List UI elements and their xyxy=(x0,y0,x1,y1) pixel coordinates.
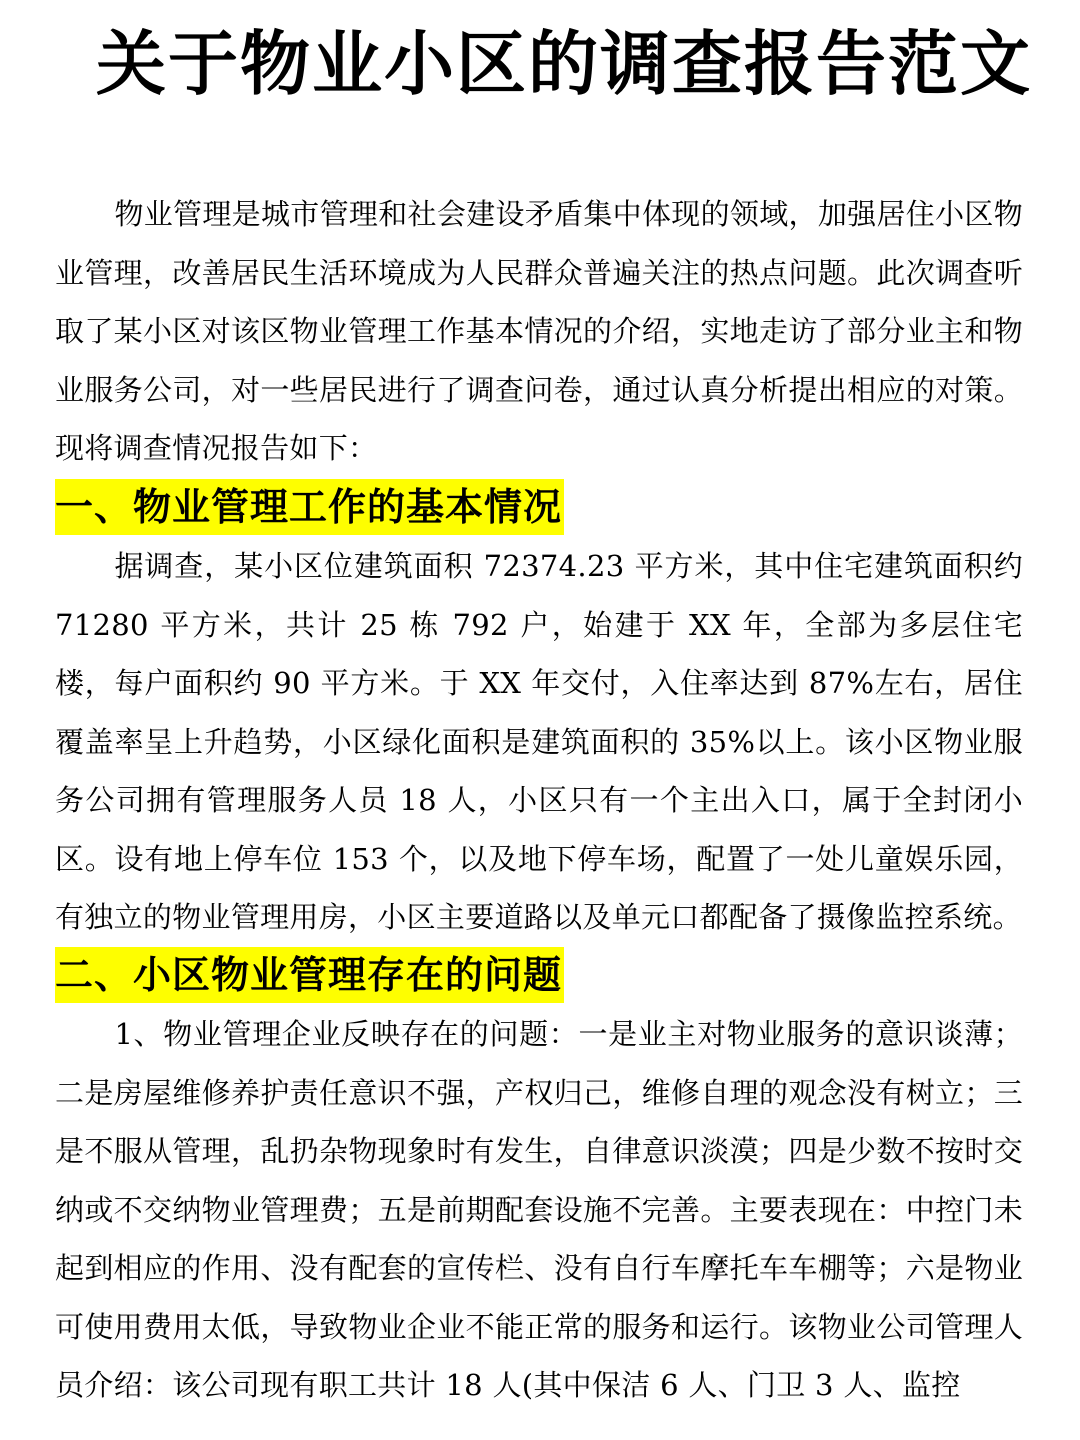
section-heading-problems xyxy=(55,947,564,1003)
problems-paragraph: 1、物业管理企业反映存在的问题：一是业主对物业服务的意识谈薄；二是房屋维修养护责任意识不强，产权归己，维修自理的观念没有树立；三是不服从管理，乱扔杂物现象时有发生，自律意识淡漠；四是少数不按时交纳或不交纳物业管理费；五是前期配套设施不完善。主要表现在：中控门未起到相应的作用、没有配套的宣传栏、没有自行车摩托车车棚等；六是物业可使用费用太低，导致物业企业不能正常的服务和运行。该物业公司管理人员介绍：该公司现有职工共计 18 人(其中保洁 6 人、门卫 3 人、监控 xyxy=(55,1017,1023,1402)
intro-paragraph: 物业管理是城市管理和社会建设矛盾集中体现的领域，加强居住小区物业管理，改善居民生活环境成为人民群众普遍关注的热点问题。此次调查听取了某小区对该区物业管理工作基本情况的介绍，实地走访了部分业主和物业服务公司，对一些居民进行了调查问卷，通过认真分析提出相应的对策。现将调查情况报告如下： xyxy=(55,197,1023,465)
document-title: 关于物业小区的调查报告范文 xyxy=(96,23,1032,105)
section-heading-highlight: 一、物业管理工作的基本情况 xyxy=(55,479,564,535)
basic-situation-paragraph: 据调查，某小区位建筑面积 72374.23 平方米，其中住宅建筑面积约 71280 平方米，共计 25 栋 792 户，始建于 XX 年，全部为多层住宅楼，每户面积约 90 平方米。于 XX 年交付，入住率达到 87%左右，居住覆盖率呈上升趋势，小区绿化面积是建筑面积的 35%以上。该小区物业服务公司拥有管理服务人员 18 人，小区只有一个主出入口，属于全封闭小区。设有地上停车位 153 个，以及地下停车场，配置了一处儿童娱乐园，有独立的物业管理用房，小区主要道路以及单元口都配备了摄像监控系统。 xyxy=(55,549,1023,934)
section-heading-highlight: 二、小区物业管理存在的问题 xyxy=(55,947,564,1003)
section-heading-basic-situation xyxy=(55,479,564,535)
